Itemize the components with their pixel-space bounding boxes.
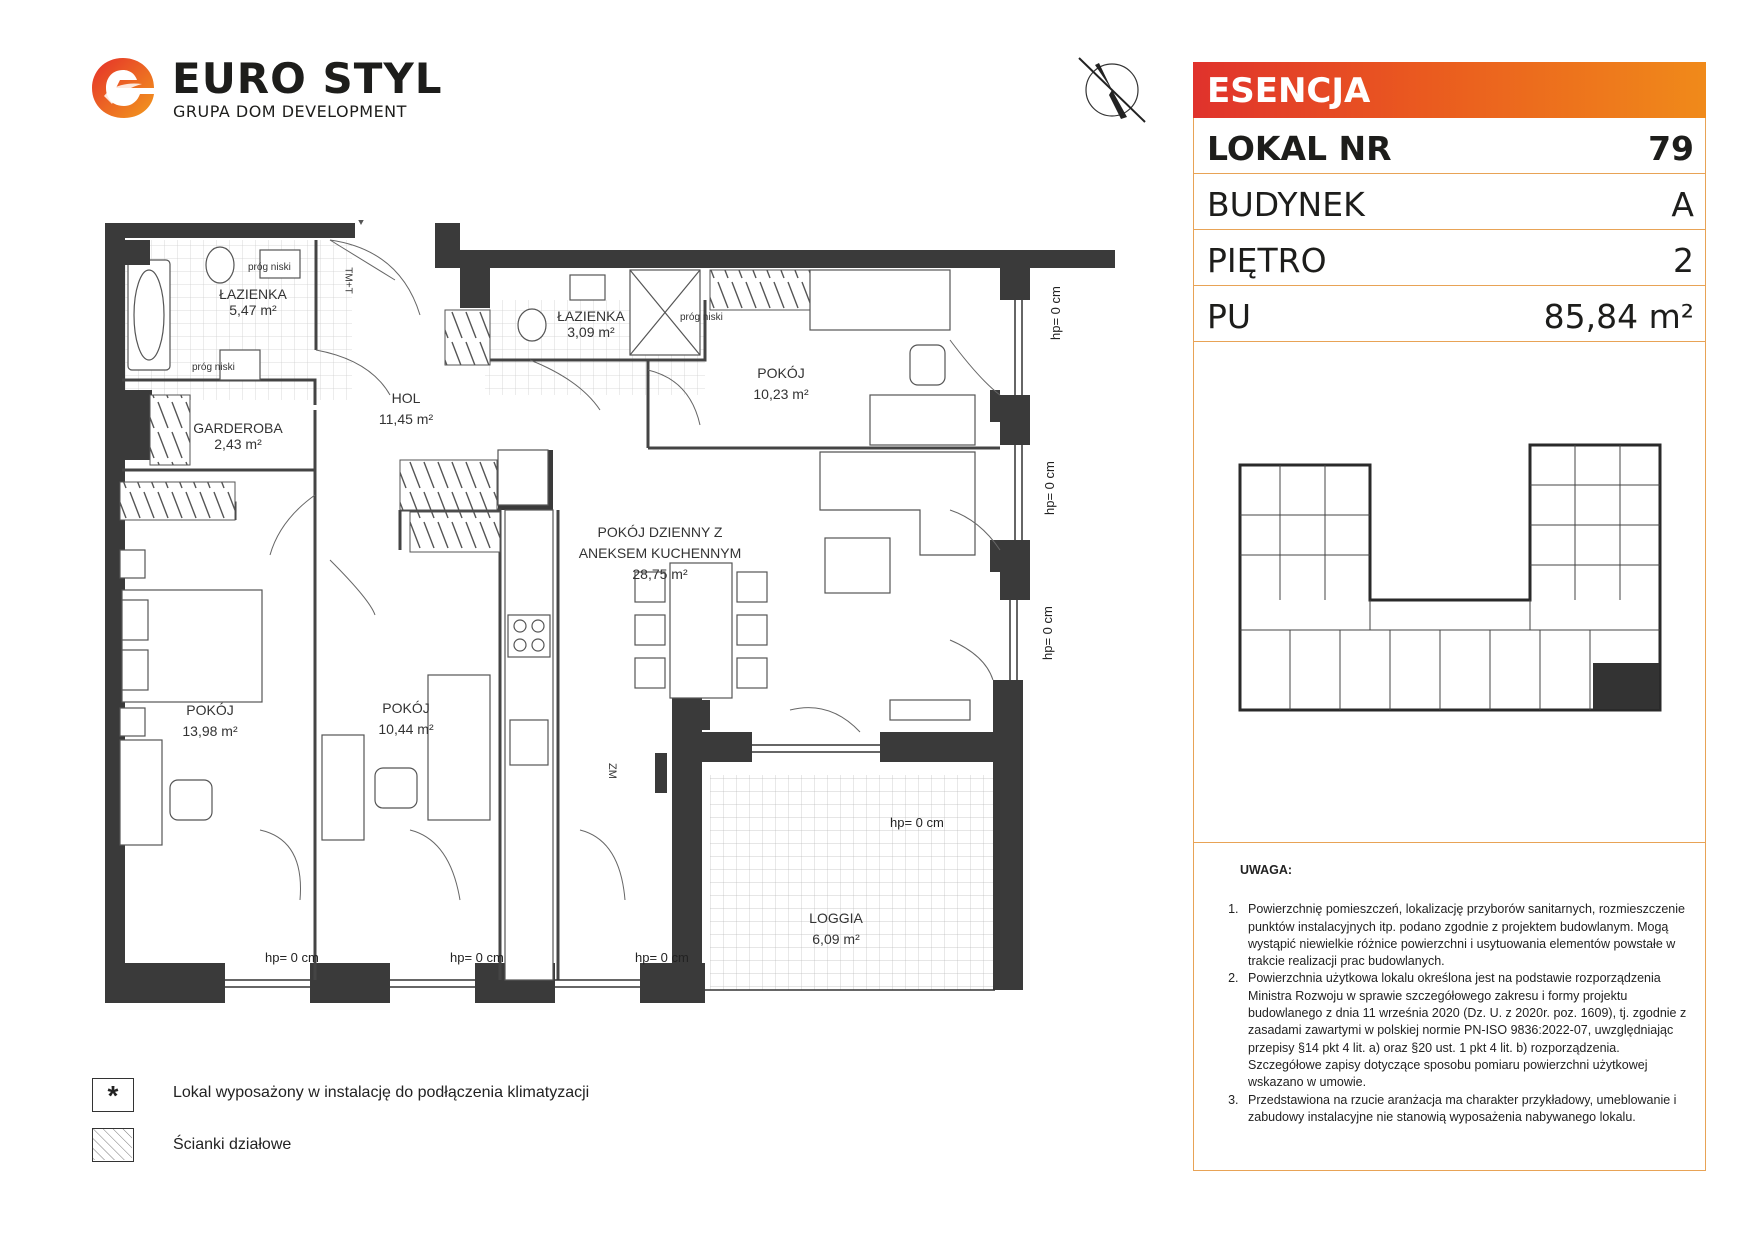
room-bathroom-2 [557,308,625,340]
north-arrow-icon [1075,55,1150,125]
unit-label: LOKAL NR [1207,129,1392,168]
room-sw-area: 13,98 m² [182,723,238,739]
threshold-label: próg niski [680,312,723,323]
building-value: A [1671,185,1694,224]
euro-styl-logo-icon [90,56,156,120]
investment-name: ESENCJA [1207,71,1371,111]
ac-legend-text: Lokal wyposażony w instalację do podłączenia klimatyzacji [173,1084,590,1101]
room-ne-name: POKÓJ [757,365,805,381]
room-loggia-area: 6,09 m² [812,931,860,947]
room-wardrobe-area: 2,43 m² [214,436,262,452]
unit-value: 79 [1648,129,1694,168]
room-hall-name: HOL [391,390,421,406]
info-row-floor [1193,230,1706,286]
threshold-height-label: hp= 0 cm [635,950,689,965]
threshold-height-label: hp= 0 cm [1040,606,1055,660]
partition-wall-legend-icon [92,1128,134,1162]
threshold-height-label: hp= 0 cm [1042,461,1057,515]
info-row-building [1193,174,1706,230]
threshold-label: próg niski [192,362,235,373]
threshold-height-label: hp= 0 cm [450,950,504,965]
info-row-area [1193,286,1706,342]
room-bathroom-2-name: ŁAZIENKA [557,308,625,324]
room-bathroom-1-area: 5,47 m² [229,302,277,318]
room-s-name: POKÓJ [382,700,430,716]
building-label: BUDYNEK [1207,185,1365,224]
room-wardrobe-name: GARDEROBA [193,420,283,436]
threshold-height-label: hp= 0 cm [1048,286,1063,340]
room-loggia [809,910,863,947]
room-bathroom-2-area: 3,09 m² [567,324,615,340]
info-row-unit [1193,118,1706,174]
room-sw-name: POKÓJ [186,702,234,718]
room-hall [379,390,433,427]
brand-subtitle: GRUPA DOM DEVELOPMENT [173,102,407,121]
room-bathroom-1 [219,286,287,318]
room-sw [182,702,237,739]
notes-title: UWAGA: [1240,863,1293,877]
threshold-label: próg niski [248,262,291,273]
area-label: PU [1207,297,1252,336]
note-item: 3. Przedstawiona na rzucie aranżacja ma charakter przykładowy, umeblowanie i zabudowy instalacyjne nie stanowią wyposażenia nabywanego lokalu. [1242,1092,1694,1127]
threshold-height-label: hp= 0 cm [890,815,944,830]
floor-plan [100,220,1170,1020]
room-living [579,522,742,585]
room-hall-area: 11,45 m² [378,411,434,427]
investment-header [1193,62,1706,118]
note-item: 1. Powierzchnię pomieszczeń, lokalizację przyborów sanitarnych, rozmieszczenie punktów instalacyjnych itp. podano zgodnie z projektem budowlanym. Mogą wystąpić niewielkie różnice powierzchni i usytuowania elementów powstałe w trakcie realizacji prac budowlanych. [1242,901,1694,970]
room-wardrobe [193,420,282,452]
note-item: 2. Powierzchnia użytkowa lokalu określona jest na podstawie rozporządzenia Ministra Rozwoju w sprawie szczegółowego zakresu i formy projektu budowlanego z dnia 11 września 2020 (Dz. U. z 2020r. poz. 1609), tj. zgodnie z zasadami zawartymi w polskiej normie PN-ISO 9836:2022-07, uwzględniając przepisy §14 pkt 4 lit. a) oraz §20 ust. 1 pkt 4 lit. b) rozporządzenia. Szczegółowe zapisy dotyczące sposobu pomiaru powierzchni użytkowej wskazano w umowie. [1242,970,1694,1091]
threshold-height-label: hp= 0 cm [265,950,319,965]
room-living-area: 28,75 m² [632,566,688,582]
room-living-name-2: ANEKSEM KUCHENNYM [578,545,742,561]
room-bathroom-1-name: ŁAZIENKA [219,286,287,302]
tmt-label: TM+T [342,267,354,294]
ac-legend-symbol: * [92,1078,134,1112]
room-ne-area: 10,23 m² [753,386,809,402]
zm-label: ZM [605,763,618,779]
floor-label: PIĘTRO [1207,241,1327,280]
room-ne [753,365,808,402]
partition-legend-text: Ścianki działowe [173,1136,292,1153]
room-s-area: 10,44 m² [378,721,434,737]
panel-divider [1193,842,1706,843]
brand-name: EURO STYL [172,54,443,103]
room-loggia-name: LOGGIA [809,910,863,926]
room-s [378,700,433,737]
notes-section [1214,862,1694,1126]
building-key-plan [1230,425,1670,735]
floor-value: 2 [1673,241,1694,280]
area-value: 85,84 m² [1543,297,1694,336]
room-living-name-1: POKÓJ DZIENNY Z [597,524,723,540]
